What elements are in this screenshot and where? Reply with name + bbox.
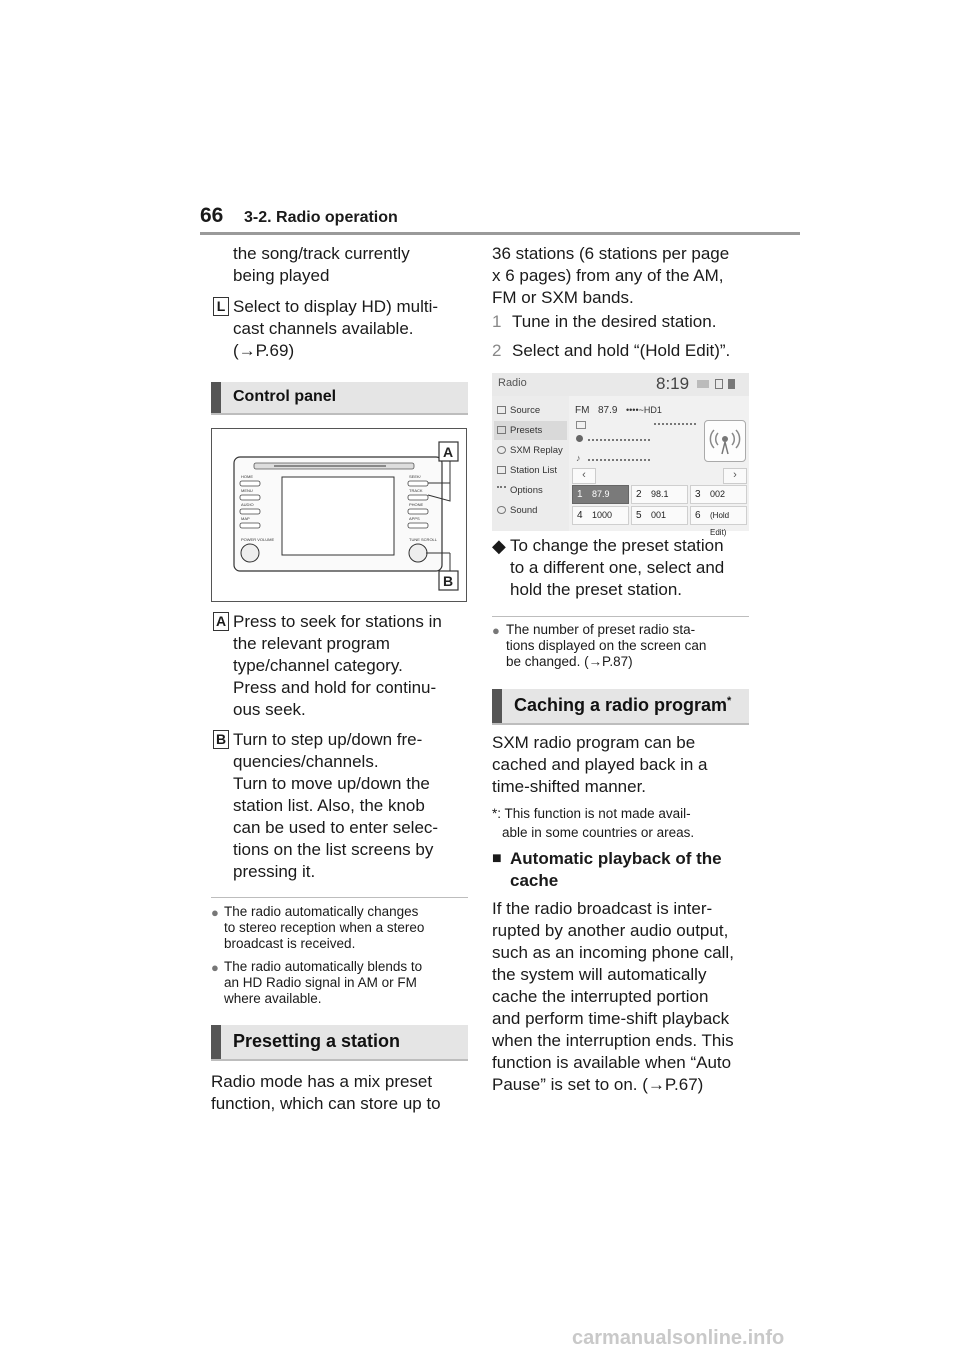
artist-placeholder bbox=[588, 439, 650, 443]
text-line: Press to seek for stations in bbox=[233, 612, 442, 631]
page-number: 66 bbox=[200, 204, 224, 227]
item-b-marker: B bbox=[213, 730, 229, 749]
preset-value: 001 bbox=[651, 510, 667, 520]
caching-intro bbox=[492, 732, 708, 798]
callout-a: A bbox=[443, 444, 454, 460]
caching-heading bbox=[492, 689, 749, 725]
home-button bbox=[240, 481, 260, 486]
station-art bbox=[704, 420, 746, 462]
text-line: function, which can store up to bbox=[211, 1094, 441, 1113]
tune-label: TUNE SCROLL bbox=[409, 537, 438, 542]
text-line: rupted by another audio output, bbox=[492, 921, 729, 940]
text-line: Turn to step up/down fre- bbox=[233, 730, 423, 749]
text-line: Automatic playback of the bbox=[510, 849, 722, 868]
track-button bbox=[408, 495, 428, 500]
preset-button-hold-edit[interactable] bbox=[690, 506, 747, 537]
station-name-placeholder bbox=[654, 423, 696, 427]
heading-label: Presetting a station bbox=[233, 1031, 401, 1051]
now-playing-hd: ••••~HD1 bbox=[626, 405, 662, 415]
text-line: broadcast is received. bbox=[224, 936, 356, 951]
preset-button[interactable] bbox=[631, 485, 688, 504]
menu-presets[interactable] bbox=[494, 421, 567, 440]
heading-text: Caching a radio program bbox=[514, 695, 728, 715]
radio-screen bbox=[492, 373, 749, 537]
control-panel-figure bbox=[211, 428, 467, 602]
text-line: be changed. (→P.87) bbox=[506, 654, 633, 669]
sound-icon bbox=[497, 506, 506, 514]
menu-label: Source bbox=[510, 405, 541, 416]
preset-button[interactable] bbox=[572, 485, 629, 504]
preset-number: 3 bbox=[695, 489, 701, 500]
now-playing-frequency: 87.9 bbox=[598, 405, 618, 416]
text-line: The radio automatically blends to bbox=[224, 959, 423, 974]
note-hd-blend bbox=[224, 959, 422, 1007]
heading-label: Control panel bbox=[233, 388, 337, 405]
text-line: being played bbox=[233, 266, 330, 285]
text-line: Radio mode has a mix preset bbox=[211, 1072, 433, 1091]
presets-icon bbox=[497, 426, 506, 434]
phone-button bbox=[408, 509, 428, 514]
text-line: to stereo reception when a stereo bbox=[224, 920, 425, 935]
item-l-marker: L bbox=[213, 297, 229, 316]
page-prev-button[interactable]: ‹ bbox=[572, 468, 596, 484]
item-l-description bbox=[233, 296, 438, 362]
text-line: where available. bbox=[224, 991, 322, 1006]
song-placeholder bbox=[588, 459, 650, 463]
text-line: pressing it. bbox=[233, 862, 316, 881]
song-icon: ♪ bbox=[576, 453, 581, 463]
text-line: tions displayed on the screen can bbox=[506, 638, 707, 653]
menu-station-list[interactable] bbox=[494, 461, 567, 480]
preset-button[interactable] bbox=[690, 485, 747, 504]
diamond-bullet: ◆ bbox=[492, 536, 506, 556]
preset-number: 1 bbox=[577, 489, 583, 500]
apps-button bbox=[408, 523, 428, 528]
item-a-marker: A bbox=[213, 612, 229, 631]
text-line: and perform time-shift playback bbox=[492, 1009, 730, 1028]
preset-value: 87.9 bbox=[592, 489, 610, 499]
broadcast-icon bbox=[705, 421, 745, 461]
text-line: x 6 pages) from any of the AM, bbox=[492, 266, 724, 285]
list-icon bbox=[497, 466, 506, 474]
now-playing-band: FM bbox=[575, 405, 590, 416]
text-line: cache the interrupted portion bbox=[492, 987, 709, 1006]
signal-icon bbox=[697, 380, 709, 388]
power-label: POWER VOLUME bbox=[241, 537, 275, 542]
menu-sxm-replay[interactable] bbox=[494, 441, 567, 460]
footnote-marker: * bbox=[727, 695, 732, 707]
menu-button bbox=[240, 495, 260, 500]
menu-label: Options bbox=[510, 485, 543, 496]
tune-scroll-knob bbox=[409, 544, 427, 562]
text-line: when the interruption ends. This bbox=[492, 1031, 734, 1050]
preset-number: 2 bbox=[636, 489, 642, 500]
track-label: TRACK bbox=[409, 488, 423, 493]
text-line: *: This function is not made avail- bbox=[492, 806, 691, 821]
text-line: Select to display HD) multi- bbox=[233, 297, 439, 316]
text-line: station list. Also, the knob bbox=[233, 796, 425, 815]
text-line: 36 stations (6 stations per page bbox=[492, 244, 730, 263]
preset-value: 002 bbox=[710, 489, 726, 499]
text-line: cache bbox=[510, 871, 559, 890]
text-line: The radio automatically changes bbox=[224, 904, 419, 919]
item-b-description bbox=[233, 729, 438, 883]
text-line: Turn to move up/down the bbox=[233, 774, 430, 793]
text-line: Pause” is set to on. (→P.67) bbox=[492, 1075, 704, 1094]
text-line: such as an incoming phone call, bbox=[492, 943, 734, 962]
menu-source[interactable] bbox=[494, 401, 567, 420]
text-line: The number of preset radio sta- bbox=[506, 622, 696, 637]
home-label: HOME bbox=[241, 474, 253, 479]
power-volume-knob bbox=[241, 544, 259, 562]
section-title: 3-2. Radio operation bbox=[244, 209, 398, 226]
preset-value: 98.1 bbox=[651, 489, 669, 499]
step-2-text: Select and hold “(Hold Edit)”. bbox=[512, 341, 731, 360]
note-bullet: ● bbox=[492, 623, 500, 638]
notes-divider bbox=[492, 616, 749, 617]
presetting-heading bbox=[211, 1025, 468, 1061]
preset-button[interactable] bbox=[631, 506, 688, 525]
text-line: to a different one, select and bbox=[510, 558, 725, 577]
header-rule bbox=[200, 232, 800, 235]
menu-options[interactable] bbox=[494, 481, 567, 500]
step-1-text: Tune in the desired station. bbox=[512, 312, 717, 331]
text-line: cached and played back in a bbox=[492, 755, 708, 774]
menu-label: Station List bbox=[510, 465, 557, 476]
text-line: To change the preset station bbox=[510, 536, 724, 555]
screen-clock: 8:19 bbox=[656, 374, 690, 393]
text-line: tions on the list screens by bbox=[233, 840, 434, 859]
map-label: MAP bbox=[241, 516, 250, 521]
phone-icon bbox=[715, 379, 723, 389]
display-screen bbox=[282, 477, 394, 555]
map-button bbox=[240, 523, 260, 528]
preset-value: (Hold Edit) bbox=[710, 511, 730, 537]
text-line: FM or SXM bands. bbox=[492, 288, 634, 307]
continued-text bbox=[233, 243, 410, 287]
preset-value: 1000 bbox=[592, 510, 613, 520]
text-line: the relevant program bbox=[233, 634, 390, 653]
text-line: type/channel category. bbox=[233, 656, 403, 675]
text-line: quencies/channels. bbox=[233, 752, 379, 771]
note-bullet: ● bbox=[211, 960, 219, 975]
heading-bar bbox=[492, 689, 502, 723]
footnote bbox=[492, 804, 694, 842]
step-1-number: 1 bbox=[492, 312, 502, 331]
apps-label: APPS bbox=[409, 516, 420, 521]
seek-label: SEEK/ bbox=[409, 474, 421, 479]
text-line: function is available when “Auto bbox=[492, 1053, 732, 1072]
options-icon bbox=[497, 486, 506, 494]
text-line: the system will automatically bbox=[492, 965, 707, 984]
page-next-button[interactable]: › bbox=[723, 468, 747, 484]
battery-icon bbox=[728, 379, 735, 389]
control-panel-drawing bbox=[212, 429, 468, 603]
preset-number: 4 bbox=[577, 510, 583, 521]
note-stereo bbox=[224, 904, 424, 952]
callout-b: B bbox=[443, 573, 454, 589]
watermark: carmanualsonline.info bbox=[572, 1327, 785, 1349]
screen-status-bar bbox=[492, 373, 749, 396]
change-preset-text bbox=[510, 535, 724, 601]
preset-intro bbox=[211, 1071, 441, 1115]
text-line: If the radio broadcast is inter- bbox=[492, 899, 713, 918]
control-panel-heading bbox=[211, 382, 468, 415]
replay-icon bbox=[497, 446, 506, 454]
note-preset-count bbox=[506, 622, 706, 670]
text-line: able in some countries or areas. bbox=[502, 825, 695, 840]
screen-title: Radio bbox=[498, 377, 527, 389]
text-line: ous seek. bbox=[233, 700, 306, 719]
text-line: hold the preset station. bbox=[510, 580, 683, 599]
square-bullet: ■ bbox=[492, 850, 502, 867]
heading-bar bbox=[211, 1025, 221, 1059]
preset-number: 5 bbox=[636, 510, 642, 521]
notes-divider bbox=[211, 897, 468, 898]
preset-button[interactable] bbox=[572, 506, 629, 525]
menu-label: Sound bbox=[510, 505, 538, 516]
preset-number: 6 bbox=[695, 510, 701, 521]
phone-label: PHONE bbox=[409, 502, 424, 507]
text-line: can be used to enter selec- bbox=[233, 818, 439, 837]
step-2-number: 2 bbox=[492, 341, 502, 360]
audio-button bbox=[240, 509, 260, 514]
item-a-description bbox=[233, 611, 442, 721]
artist-icon bbox=[576, 435, 583, 442]
menu-label: Presets bbox=[510, 425, 543, 436]
heading-label bbox=[514, 695, 731, 716]
seek-button bbox=[408, 481, 428, 486]
text-line: time-shifted manner. bbox=[492, 777, 647, 796]
text-line: Press and hold for continu- bbox=[233, 678, 437, 697]
text-line: cast channels available. bbox=[233, 319, 414, 338]
heading-bar bbox=[211, 382, 221, 413]
audio-label: AUDIO bbox=[241, 502, 254, 507]
text-line: (→P.69) bbox=[233, 341, 295, 360]
auto-playback-body bbox=[492, 898, 734, 1096]
hd-channel-icon bbox=[576, 421, 586, 429]
auto-playback-heading bbox=[510, 848, 722, 892]
text-line: SXM radio program can be bbox=[492, 733, 696, 752]
source-icon bbox=[497, 406, 506, 414]
text-line: an HD Radio signal in AM or FM bbox=[224, 975, 417, 990]
note-bullet: ● bbox=[211, 905, 219, 920]
preset-intro-continued bbox=[492, 243, 729, 309]
menu-label: MENU bbox=[241, 488, 253, 493]
menu-label: SXM Replay bbox=[510, 445, 563, 456]
menu-sound[interactable] bbox=[494, 501, 567, 520]
screen-sidebar bbox=[492, 396, 569, 531]
text-line: the song/track currently bbox=[233, 244, 410, 263]
